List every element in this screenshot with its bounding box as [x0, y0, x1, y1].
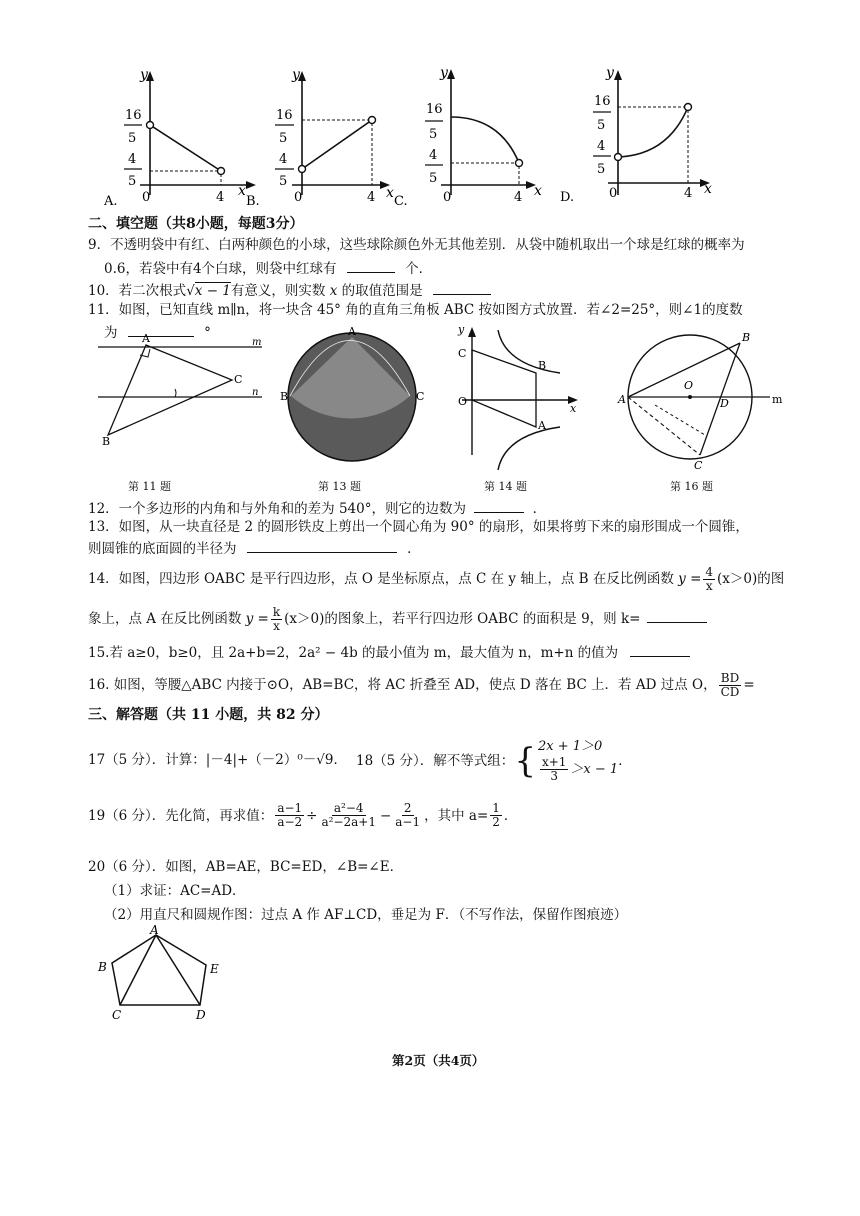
graph-d-label: D. [560, 190, 575, 205]
q20-line3: （2）用直尺和圆规作图：过点 A 作 AF⊥CD，垂足为 F．（不写作法，保留作图痕迹） [104, 907, 628, 923]
q19-where: ，其中 a= [424, 807, 489, 824]
q14-f2-den: x [273, 619, 280, 633]
q14-f2-lhs: y = [245, 611, 269, 627]
fig11-label-a: A [142, 332, 150, 345]
graph-d-origin: 0 [609, 186, 618, 201]
q14-f2-num: k [272, 605, 281, 619]
q15 [88, 642, 690, 662]
fig14-label-a: A [538, 419, 546, 432]
q16-den: CD [720, 685, 740, 699]
q13-end: ． [407, 541, 421, 557]
fig-13 [280, 325, 424, 461]
q14-f1-num: 4 [705, 565, 714, 579]
graph-a-tick-16: 16 [125, 108, 142, 123]
graph-c-x-tick: 4 [514, 190, 523, 205]
q19-minus: − [379, 807, 392, 824]
fig14-label-c: C [458, 347, 467, 360]
fig14-label-b: B [538, 359, 547, 372]
graph-a-tick-5a: 5 [128, 131, 137, 146]
fig16-label-b: B [742, 331, 751, 344]
q20-line1: 20（6 分）．如图，AB=AE，BC=ED，∠B=∠E． [88, 859, 404, 875]
q19-end: ． [503, 807, 518, 824]
graph-b-tick-4: 4 [279, 152, 288, 167]
q14-f1-cond: (x＞0)的图 [717, 571, 785, 587]
q19-f1n: a−1 [277, 801, 303, 815]
q18-row2 [538, 756, 618, 783]
q13-line2 [88, 538, 421, 558]
graph-c-tick-16: 16 [426, 102, 443, 117]
q19 [88, 802, 517, 829]
q12-text: 12．一个多边形的内角和与外角和的差为 540°，则它的边数为 [88, 501, 466, 517]
caption-fig13: 第 13 题 [318, 480, 361, 493]
graph-d-tick-16: 16 [594, 94, 611, 109]
q19-f1d: a−2 [277, 815, 303, 829]
q10 [88, 280, 491, 300]
fig11-label-c: C [234, 373, 243, 386]
q16-num: BD [720, 671, 740, 685]
q18-r2-den: 3 [550, 769, 558, 783]
graph-a-tick-5b: 5 [128, 174, 137, 189]
graph-a-y-label: y [140, 67, 148, 83]
graph-c-label: C. [394, 194, 408, 209]
fig20-label-c: C [112, 1008, 122, 1022]
q14-text-b: 象上，点 A 在反比例函数 [88, 611, 242, 627]
fig20-label-a: A [150, 925, 159, 937]
graph-c-tick-4: 4 [429, 148, 438, 163]
q9-text-b: 个． [405, 261, 433, 277]
caption-fig14: 第 14 题 [484, 480, 527, 493]
graph-c-y-label: y [440, 65, 448, 81]
q16-text: 16. 如图，等腰△ABC 内接于⊙O，AB=BC，将 AC 折叠至 AD，使点 D 落在 BC 上．若 AD 过点 O， [88, 677, 717, 693]
q11-line1: 11．如图，已知直线 m∥n，将一块含 45° 角的直角三角板 ABC 按如图方式放置．若∠2=25°，则∠1的度数 [88, 302, 743, 318]
fig13-label-a: A [348, 325, 356, 338]
fig14-label-x: x [570, 402, 577, 415]
fig-16 [617, 331, 783, 472]
fig16-label-o: O [684, 379, 694, 392]
fig11-label-n: n [252, 387, 259, 398]
graph-d [560, 65, 712, 205]
q18-end: ． [618, 752, 632, 769]
q18-brace: { [514, 740, 536, 781]
graph-a-label: A. [104, 194, 118, 209]
graph-a-x-label: x [238, 183, 246, 199]
fig20-label-d: D [196, 1008, 206, 1022]
q12-blank[interactable] [474, 498, 524, 513]
caption-fig16: 第 16 题 [670, 480, 713, 493]
q10-text-b: 有意义，则实数 [230, 283, 326, 299]
fig-20 [90, 925, 240, 1025]
q14-line1 [88, 566, 784, 593]
q9-line1: 9．不透明袋中有红、白两种颜色的小球，这些球除颜色外无其他差别．从袋中随机取出一个球是红球的概率为 [88, 237, 745, 253]
graph-a-origin: 0 [142, 190, 151, 205]
q18-row1: 2x + 1＞0 [537, 739, 603, 754]
q13-line1: 13．如图，从一块直径是 2 的圆形铁皮上剪出一个圆心角为 90° 的扇形，如果将剪下来的扇形围成一个圆锥， [88, 519, 749, 535]
q19-f3d: a−1 [395, 815, 421, 829]
q14-line2 [88, 606, 707, 633]
q19-op: ÷ [306, 807, 318, 824]
graph-b-tick-16: 16 [276, 108, 293, 123]
q17: 17（5 分）．计算：|－4|+（－2）⁰－√9． [88, 752, 347, 768]
q19-frac1 [275, 802, 304, 829]
q18-text: 18（5 分）．解不等式组： [356, 752, 515, 769]
q19-text: 19（6 分）．先化简，再求值： [88, 807, 274, 824]
q13-text: 则圆锥的底面圆的半径为 [88, 541, 237, 557]
q9-text-a: 0.6，若袋中有4个白球，则袋中红球有 [104, 261, 337, 277]
q18-r2-rest: ＞x − 1 [570, 762, 619, 777]
q11-text-a: 为 [104, 325, 118, 341]
graph-b [246, 67, 394, 209]
q16 [88, 672, 755, 699]
fig13-label-c: C [416, 390, 425, 403]
graph-c-origin: 0 [443, 190, 452, 205]
graph-c-tick-5b: 5 [429, 171, 438, 186]
q9-blank[interactable] [347, 258, 395, 273]
q14-blank[interactable] [647, 608, 707, 623]
q19-f2n: a²−4 [333, 801, 364, 815]
graph-d-tick-5a: 5 [597, 118, 606, 133]
q14-fraction-1 [703, 566, 715, 593]
q16-equals: = [743, 677, 755, 693]
fig16-label-d: D [720, 397, 729, 410]
graph-b-tick-5b: 5 [279, 174, 288, 189]
caption-fig11: 第 11 题 [128, 480, 171, 493]
page-footer: 第2页（共4页） [392, 1053, 485, 1068]
q11-degree: ° [204, 325, 211, 341]
q9-line2 [104, 258, 432, 278]
graph-b-label: B. [246, 194, 260, 209]
q10-text-a: 10．若二次根式 [88, 283, 187, 299]
q20-line2: （1）求证：AC=AD． [104, 883, 246, 899]
graph-d-y-label: y [606, 65, 614, 81]
fig20-label-b: B [98, 960, 107, 974]
q19-frac2 [319, 802, 378, 829]
q10-blank[interactable] [433, 280, 491, 295]
graph-d-x-tick: 4 [684, 186, 693, 201]
section3-title: 三、解答题（共 11 小题，共 82 分） [88, 707, 329, 723]
fig-11 [98, 332, 262, 448]
q13-blank[interactable] [247, 538, 397, 553]
graph-b-origin: 0 [294, 190, 303, 205]
q19-ad: 2 [492, 815, 500, 829]
q14-f2-cond: (x＞0)的图象上，若平行四边形 OABC 的面积是 9，则 k= [284, 611, 641, 627]
q18-row2-fraction [540, 756, 568, 783]
fig16-label-m: m [772, 393, 783, 406]
q14-text-a: 14．如图，四边形 OABC 是平行四边形，点 O 是坐标原点，点 C 在 y 轴上，点 B 在反比例函数 [88, 571, 674, 587]
graph-a-tick-4: 4 [128, 152, 137, 167]
q18-system [514, 738, 618, 783]
q14-f1-den: x [705, 579, 713, 593]
q19-f2d: a²−2a+1 [321, 815, 376, 829]
fig20-label-e: E [210, 962, 219, 976]
graph-b-x-label: x [386, 185, 394, 201]
graph-d-tick-5b: 5 [597, 162, 606, 177]
fig14-label-o: O [458, 395, 468, 408]
q19-an: 1 [492, 801, 500, 815]
sqrt-symbol: √ [186, 283, 195, 299]
q12-end: ． [532, 501, 547, 517]
q10-text-c: 的取值范围是 [341, 283, 423, 299]
q14-fraction-2 [271, 606, 282, 633]
q10-var: x [329, 283, 338, 299]
fig14-label-y: y [458, 325, 465, 336]
fig11-label-m: m [252, 337, 262, 348]
q18-r2-num: x+1 [541, 755, 567, 769]
graph-c-tick-5a: 5 [429, 127, 438, 142]
q16-fraction [719, 672, 742, 699]
graph-c-x-label: x [534, 183, 542, 199]
graph-a [103, 67, 256, 209]
q12 [88, 498, 546, 518]
fig13-label-b: B [280, 390, 289, 403]
q19-f3n: 2 [403, 801, 412, 815]
graph-d-x-label: x [704, 181, 712, 197]
graph-d-tick-4: 4 [597, 139, 606, 154]
graph-b-x-tick: 4 [367, 190, 376, 205]
fig-14 [457, 325, 578, 470]
q19-avalue [490, 802, 502, 829]
fig16-label-c: C [694, 459, 703, 472]
q18 [356, 738, 632, 783]
q19-frac3 [393, 802, 422, 829]
fig16-label-a: A [618, 393, 626, 406]
option-graphs [0, 55, 860, 210]
graph-c [394, 65, 542, 209]
fig11-label-b: B [102, 435, 111, 448]
section2-title: 二、填空题（共8小题，每题3分） [88, 216, 304, 232]
figures-row [0, 325, 860, 475]
graph-b-y-label: y [292, 67, 300, 83]
q15-blank[interactable] [630, 642, 690, 657]
q15-text: 15.若 a≥0，b≥0，且 2a+b=2，2a² − 4b 的最小值为 m，最大值为 n，m+n 的值为 [88, 645, 619, 661]
q14-f1-lhs: y = [678, 571, 702, 587]
q10-radicand: x − 1 [194, 283, 231, 299]
q18-rows [538, 738, 618, 783]
graph-b-tick-5a: 5 [279, 131, 288, 146]
graph-a-x-tick: 4 [216, 190, 225, 205]
